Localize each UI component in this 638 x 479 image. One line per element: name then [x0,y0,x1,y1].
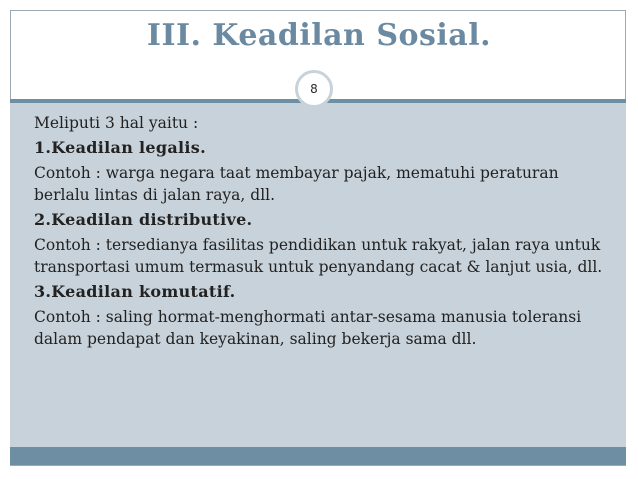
item-example-legalis: Contoh : warga negara taat membayar pajak, mematuhi peraturan berlalu lintas di jalan raya, dll. [34,164,559,204]
page-number-badge [295,70,333,108]
slide-title: III. Keadilan Sosial. [146,18,492,53]
page-number: 8 [310,82,318,96]
intro-text: Meliputi 3 hal yaitu : [34,114,199,132]
item-heading-distributive: 2.Keadilan distributive. [34,210,253,229]
item-example-komutatif: Contoh : saling hormat-menghormati antar-sesama manusia toleransi dalam pendapat dan keyakinan, saling bekerja sama dll. [34,308,582,348]
item-example-distributive: Contoh : tersedianya fasilitas pendidikan untuk rakyat, jalan raya untuk transportasi umum termasuk untuk penyandang cacat & lanjut usia, dll. [34,236,603,276]
item-heading-legalis: 1.Keadilan legalis. [34,138,206,157]
bottom-accent-band [10,447,626,465]
item-heading-komutatif: 3.Keadilan komutatif. [34,282,236,301]
slide-body [34,112,614,353]
